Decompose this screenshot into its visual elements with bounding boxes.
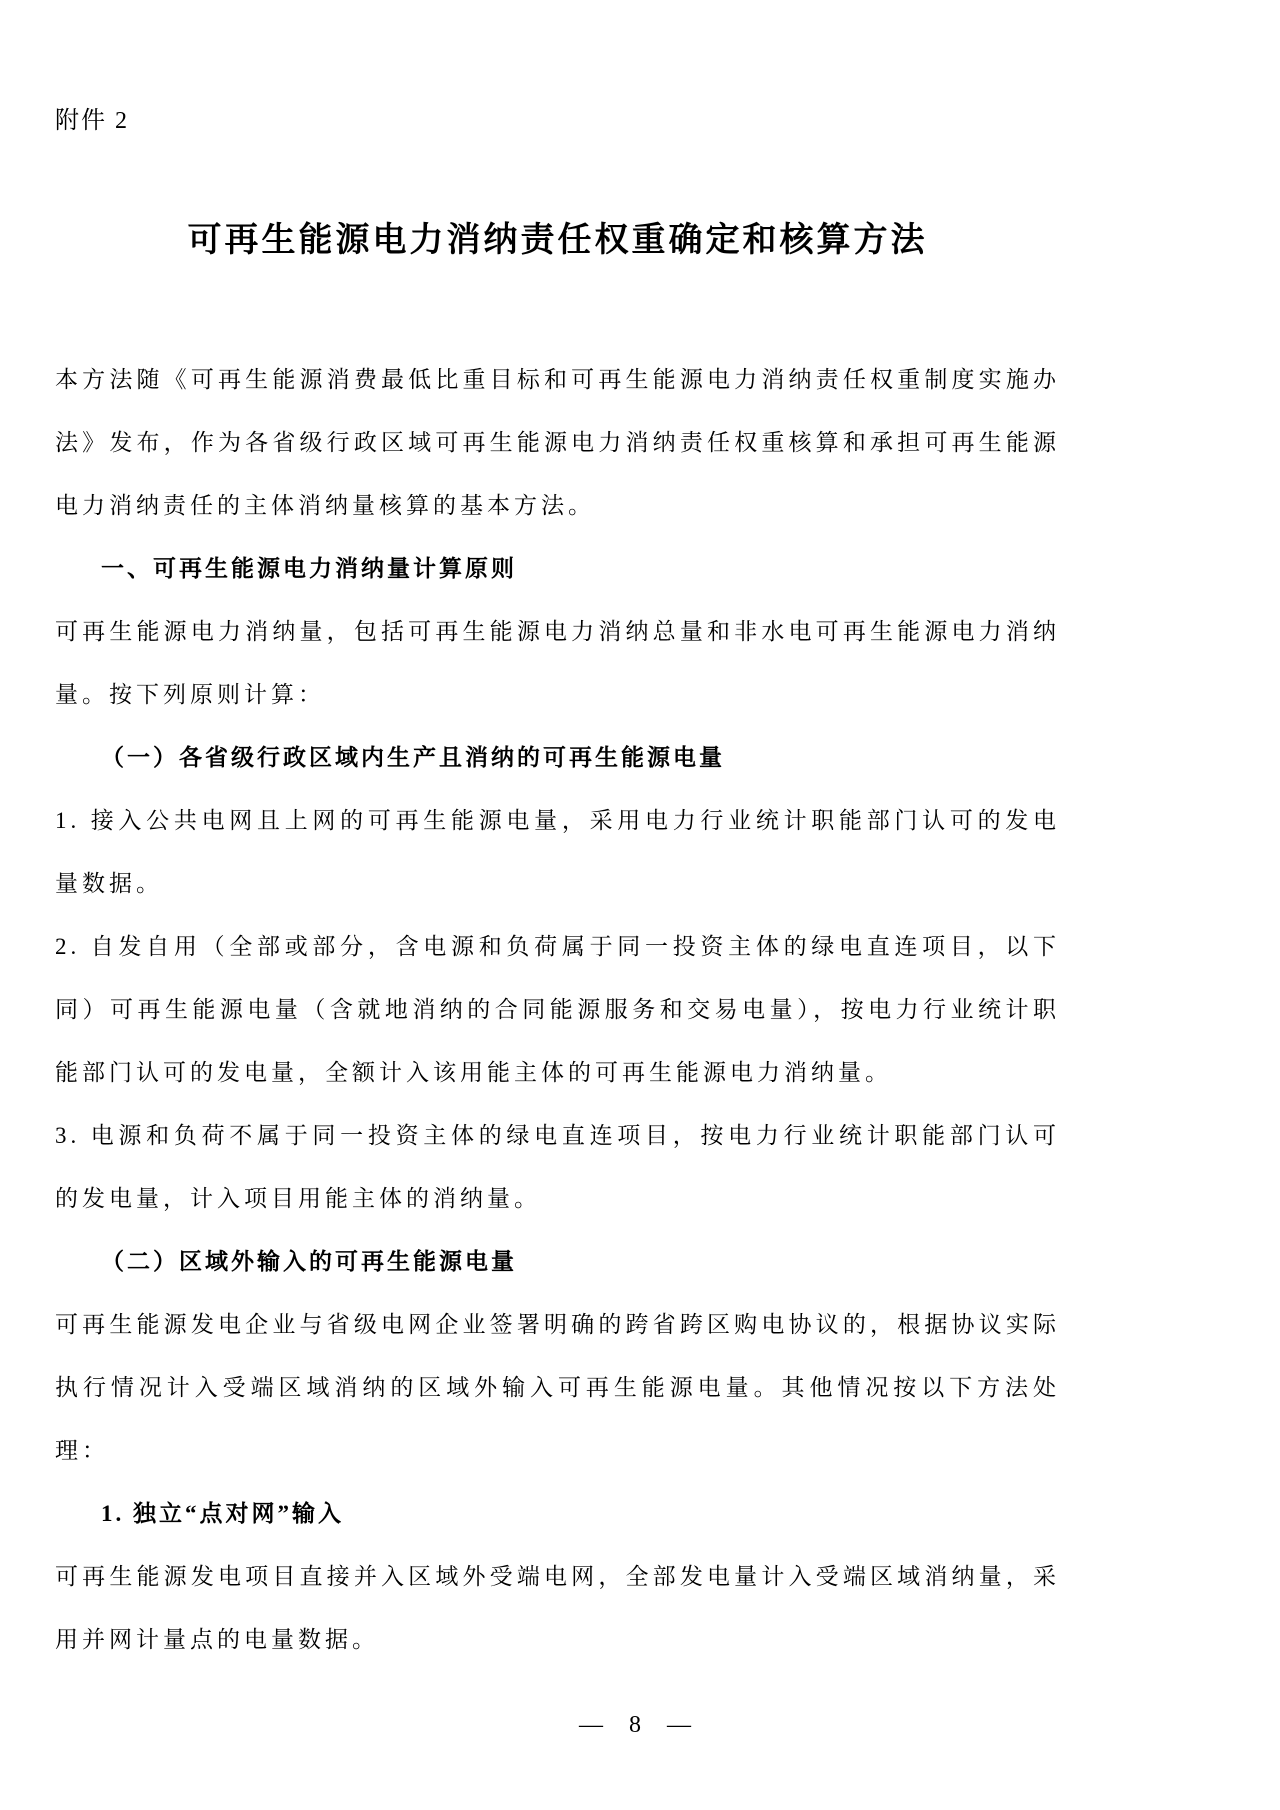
subsection-heading-external-input: （二）区域外输入的可再生能源电量 — [101, 1249, 517, 1274]
subsection-heading-in-region: （一）各省级行政区域内生产且消纳的可再生能源电量 — [101, 745, 725, 770]
attachment-label: 附件 2 — [55, 108, 129, 134]
paragraph-consumption-definition: 可再生能源电力消纳量，包括可再生能源电力消纳总量和非水电可再生能源电力消纳量。按下列原则计算： — [55, 619, 1060, 707]
document-body — [55, 348, 1060, 1671]
paragraph-item-2: 2. 自发自用（全部或部分，含电源和负荷属于同一投资主体的绿电直连项目，以下同）可再生能源电量（含就地消纳的合同能源服务和交易电量），按电力行业统计职能部门认可的发电量，全额计入该用能主体的可再生能源电力消纳量。 — [55, 934, 1060, 1085]
page-number: — 8 — — [579, 1712, 701, 1738]
paragraph-intro: 本方法随《可再生能源消费最低比重目标和可再生能源电力消纳责任权重制度实施办法》发布，作为各省级行政区域可再生能源电力消纳责任权重核算和承担可再生能源电力消纳责任的主体消纳量核算的基本方法。 — [55, 367, 1060, 518]
paragraph-cross-region: 可再生能源发电企业与省级电网企业签署明确的跨省跨区购电协议的，根据协议实际执行情况计入受端区域消纳的区域外输入可再生能源电量。其他情况按以下方法处理： — [55, 1312, 1060, 1463]
paragraph-item-3: 3. 电源和负荷不属于同一投资主体的绿电直连项目，按电力行业统计职能部门认可的发电量，计入项目用能主体的消纳量。 — [55, 1123, 1060, 1211]
section-heading-principles: 一、可再生能源电力消纳量计算原则 — [101, 555, 517, 581]
paragraph-item-1: 1. 接入公共电网且上网的可再生能源电量，采用电力行业统计职能部门认可的发电量数据。 — [55, 808, 1060, 896]
document-title: 可再生能源电力消纳责任权重确定和核算方法 — [187, 222, 928, 259]
paragraph-point-to-grid: 可再生能源发电项目直接并入区域外受端电网，全部发电量计入受端区域消纳量，采用并网计量点的电量数据。 — [55, 1564, 1060, 1652]
subsection-heading-point-to-grid: 1. 独立“点对网”输入 — [101, 1501, 344, 1526]
